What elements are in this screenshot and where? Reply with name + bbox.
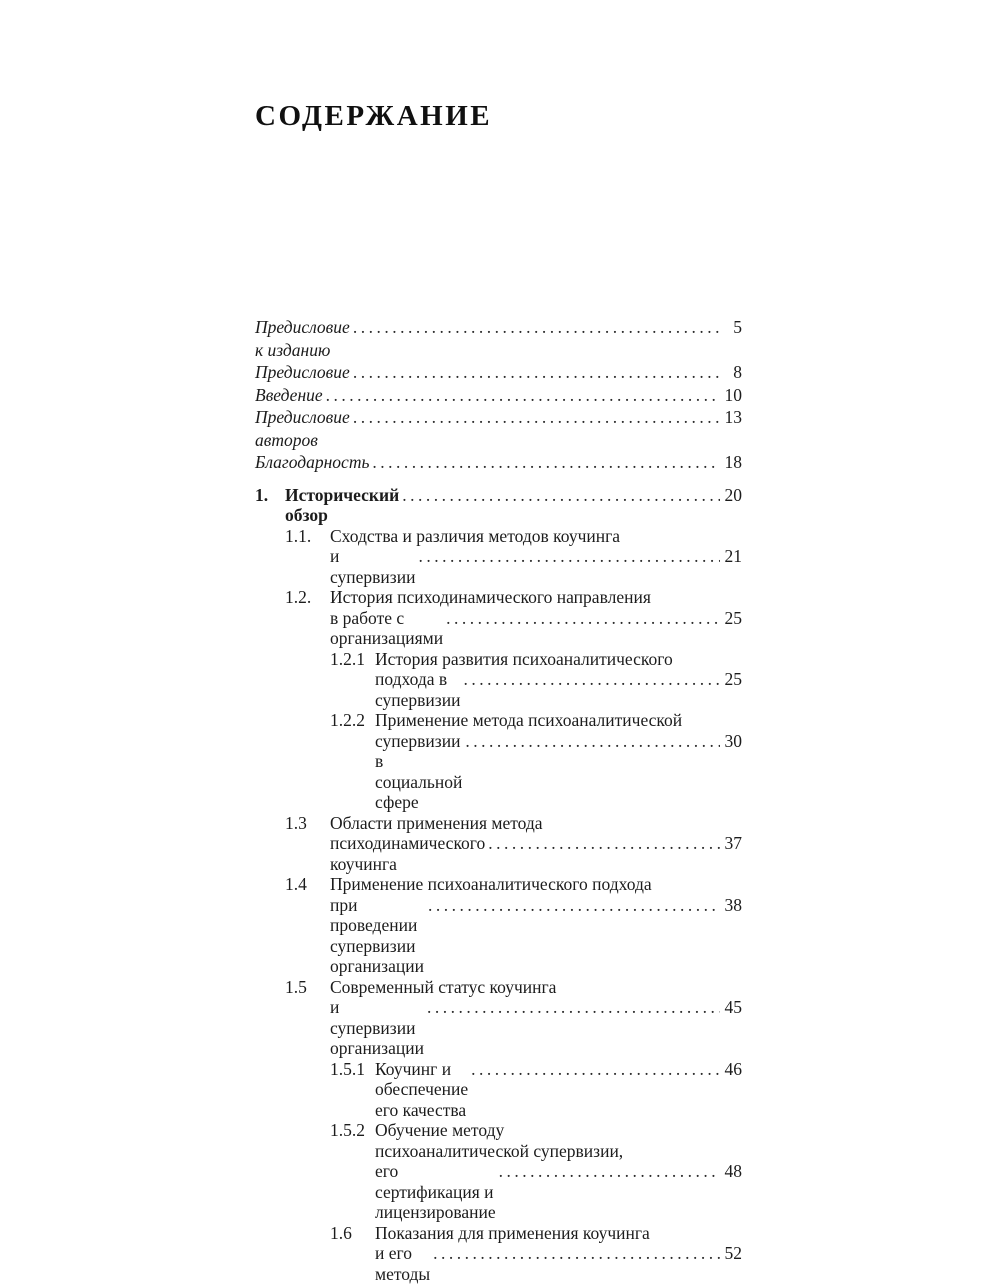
- dot-leader: [350, 406, 720, 429]
- toc-entry-title: История развития психоаналитического: [375, 649, 742, 670]
- toc-page-number: 46: [720, 1059, 742, 1080]
- toc-page-number: 52: [720, 1243, 742, 1264]
- dot-leader: [468, 1059, 720, 1080]
- toc-entry-number: 1.2.: [285, 587, 330, 649]
- dot-leader: [485, 833, 720, 854]
- toc-entry: [285, 813, 742, 875]
- toc-entry-title: и супервизии: [330, 546, 415, 587]
- dot-leader: [399, 485, 720, 506]
- toc-entry-title: Показания для применения коучинга: [375, 1223, 742, 1244]
- toc-page-number: 20: [720, 485, 742, 506]
- toc-entry: [330, 1223, 742, 1284]
- toc-entry-title: Исторический обзор: [285, 485, 399, 526]
- toc-entry-title: Применение психоаналитического подхода: [330, 874, 742, 895]
- dot-leader: [323, 384, 720, 407]
- toc-entry-title: Современный статус коучинга: [330, 977, 742, 998]
- chapters-section: [255, 485, 742, 1284]
- toc-entry-number: 1.4: [285, 874, 330, 977]
- toc-entry: [285, 874, 742, 977]
- toc-entry-title: в работе с организациями: [330, 608, 443, 649]
- toc-entry: [255, 361, 742, 384]
- toc-entry-title: Коучинг и обеспечение его качества: [375, 1059, 468, 1121]
- toc-entry-number: 1.: [255, 485, 285, 526]
- toc-entry-title: при проведении супервизии организации: [330, 895, 425, 977]
- toc-page-number: 10: [720, 384, 742, 407]
- toc-entry-title: Предисловие к изданию: [255, 316, 350, 361]
- toc-entry-number: 1.1.: [285, 526, 330, 588]
- toc-entry-title: психодинамического коучинга: [330, 833, 485, 874]
- dot-leader: [430, 1243, 720, 1264]
- toc-entry: [285, 977, 742, 1059]
- toc-page-number: 18: [720, 451, 742, 474]
- dot-leader: [350, 361, 720, 384]
- toc-entry: [330, 710, 742, 813]
- toc-entry: [330, 1059, 742, 1121]
- dot-leader: [424, 997, 720, 1018]
- table-of-contents: [255, 316, 742, 1284]
- toc-page-number: 38: [720, 895, 742, 916]
- toc-entry-number: 1.6: [330, 1223, 375, 1284]
- toc-entry-title: Области применения метода: [330, 813, 742, 834]
- toc-entry-number: 1.3: [285, 813, 330, 875]
- toc-page-number: 25: [720, 608, 742, 629]
- toc-entry-title: супервизии в социальной сфере: [375, 731, 462, 813]
- toc-page-number: 8: [720, 361, 742, 384]
- toc-entry-title: Предисловие: [255, 361, 350, 384]
- dot-leader: [443, 608, 720, 629]
- dot-leader: [415, 546, 720, 567]
- dot-leader: [460, 669, 720, 690]
- dot-leader: [425, 895, 720, 916]
- toc-entry-title: его сертификация и лицензирование: [375, 1161, 496, 1223]
- toc-entry: [255, 406, 742, 451]
- toc-entry-title: Обучение методу: [375, 1120, 742, 1141]
- toc-entry: [255, 384, 742, 407]
- toc-entry: [285, 587, 742, 649]
- toc-entry-title: подхода в супервизии: [375, 669, 460, 710]
- dot-leader: [350, 316, 720, 339]
- dot-leader: [496, 1161, 720, 1182]
- toc-entry: [255, 316, 742, 361]
- toc-entry: [330, 1120, 742, 1223]
- dot-leader: [369, 451, 720, 474]
- toc-entry-title: Предисловие авторов: [255, 406, 350, 451]
- page-title: СОДЕРЖАНИЕ: [255, 98, 742, 134]
- toc-entry-title: Сходства и различия методов коучинга: [330, 526, 742, 547]
- toc-page-number: 25: [720, 669, 742, 690]
- toc-entry-title: и супервизии организации: [330, 997, 424, 1059]
- toc-page-number: 5: [720, 316, 742, 339]
- toc-entry-number: 1.5: [285, 977, 330, 1059]
- toc-page-number: 48: [720, 1161, 742, 1182]
- front-matter-section: [255, 316, 742, 474]
- toc-entry-title: Благодарность: [255, 451, 369, 474]
- toc-page-number: 13: [720, 406, 742, 429]
- toc-entry: [330, 649, 742, 711]
- toc-entry-number: 1.5.2: [330, 1120, 375, 1223]
- toc-page-number: 30: [720, 731, 742, 752]
- toc-entry-title: и его методы: [375, 1243, 430, 1284]
- toc-entry: [285, 526, 742, 588]
- toc-page-number: 37: [720, 833, 742, 854]
- toc-entry-number: 1.5.1: [330, 1059, 375, 1121]
- dot-leader: [462, 731, 720, 752]
- toc-entry-title: психоаналитической супервизии,: [375, 1141, 742, 1162]
- toc-entry-number: 1.2.1: [330, 649, 375, 711]
- toc-entry-title: История психодинамического направления: [330, 587, 742, 608]
- toc-entry-number: 1.2.2: [330, 710, 375, 813]
- toc-entry-title: Введение: [255, 384, 323, 407]
- toc-entry-title: Применение метода психоаналитической: [375, 710, 742, 731]
- toc-page-number: 21: [720, 546, 742, 567]
- toc-entry: [255, 485, 742, 526]
- toc-page-number: 45: [720, 997, 742, 1018]
- toc-entry: [255, 451, 742, 474]
